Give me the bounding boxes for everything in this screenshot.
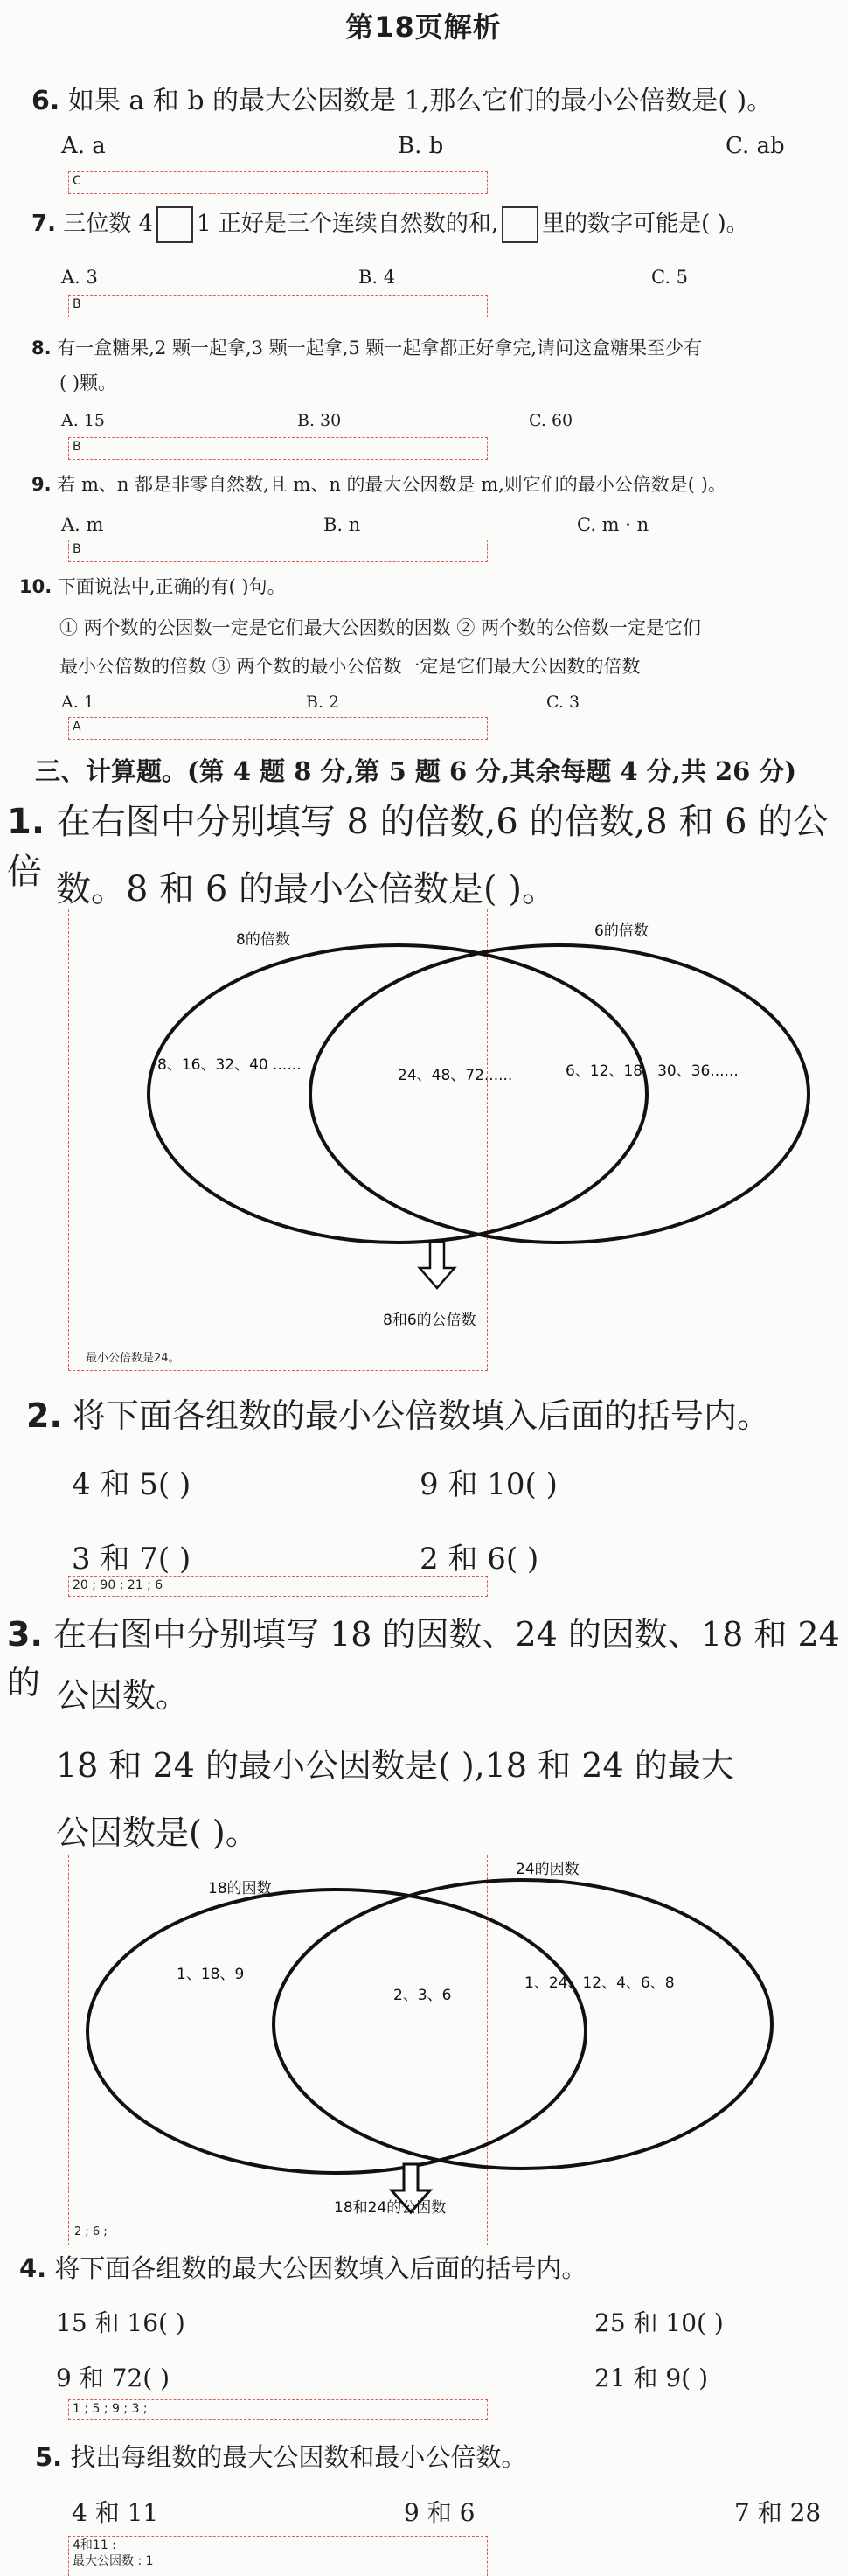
question-text-part1: 三位数 4: [63, 211, 154, 237]
blank-box: [156, 206, 193, 243]
question-text: 在右图中分别填写 8 的倍数,6 的倍数,8 和 6 的公倍: [7, 802, 829, 892]
question-text-line4: 公因数是( )。: [56, 1814, 259, 1852]
question-8: [31, 334, 702, 360]
question-9: [31, 470, 726, 497]
question-text: 在右图中分别填写 18 的因数、24 的因数、18 和 24 的: [7, 1615, 840, 1702]
answer-box: B: [68, 437, 488, 460]
item-9-72: 9 和 72( ): [56, 2364, 170, 2392]
venn-left-content: 1、18、9: [177, 1966, 245, 1983]
item-15-16: 15 和 16( ): [56, 2308, 185, 2337]
question-number: 6.: [31, 86, 60, 116]
venn-right-content: 1、24、12、4、6、8: [524, 1974, 675, 1992]
question-number: 4.: [19, 2253, 47, 2283]
question-text: 如果 a 和 b 的最大公因数是 1,那么它们的最小公倍数是( )。: [67, 86, 774, 116]
option-a: A. a: [61, 133, 106, 159]
question-text: 将下面各组数的最大公因数填入后面的括号内。: [54, 2253, 587, 2283]
question-text: 下面说法中,正确的有( )句。: [57, 576, 286, 597]
option-c: C. 5: [651, 267, 689, 288]
answer-line: 4和11 :: [73, 2538, 116, 2552]
blank-box: [502, 206, 538, 243]
question-6: [31, 79, 773, 117]
question-number: 3.: [7, 1615, 43, 1654]
question-7: [31, 205, 749, 243]
answer-box: 20 ; 90 ; 21 ; 6: [68, 1576, 488, 1597]
option-b: B. n: [323, 514, 361, 535]
venn-middle-content: 24、48、72......: [398, 1067, 513, 1084]
option-a: A. 15: [61, 411, 105, 430]
question-number: 9.: [31, 474, 52, 495]
item-4-5: 4 和 5( ): [72, 1467, 191, 1502]
item-3-7: 3 和 7( ): [72, 1542, 191, 1577]
question-text-line2: ① 两个数的公因数一定是它们最大公因数的因数 ② 两个数的公倍数一定是它们: [59, 617, 702, 638]
calc-question-4: [19, 2249, 587, 2285]
venn-left-label: 18的因数: [208, 1880, 272, 1897]
question-text-part2: 1 正好是三个连续自然数的和,: [197, 211, 499, 237]
option-b: B. 30: [297, 411, 342, 430]
question-number: 7.: [31, 211, 56, 237]
answer-box: 1 ; 5 ; 9 ; 3 ;: [68, 2399, 488, 2420]
venn-middle-content: 2、3、6: [393, 1987, 452, 2004]
option-b: B. 4: [358, 267, 396, 288]
venn-right-label: 24的因数: [516, 1861, 580, 1878]
option-c: C. 3: [546, 693, 580, 712]
option-b: B. 2: [306, 693, 340, 712]
item-7-28: 7 和 28: [734, 2498, 822, 2527]
question-text: 将下面各组数的最小公倍数填入后面的括号内。: [72, 1396, 770, 1435]
answer-box: B: [68, 540, 488, 562]
down-arrow-icon: [420, 1242, 455, 1288]
venn-right-circle: [310, 945, 809, 1243]
question-number: 5.: [35, 2442, 63, 2472]
venn-left-label: 8的倍数: [236, 931, 290, 949]
option-c: C. 60: [529, 411, 573, 430]
venn-left-content: 8、16、32、40 ......: [157, 1056, 302, 1074]
item-21-9: 21 和 9( ): [594, 2364, 708, 2392]
option-a: A. m: [61, 514, 104, 535]
page-title: 第18页解析: [345, 10, 502, 44]
item-4-11: 4 和 11: [72, 2498, 159, 2527]
question-text-line3: 最小公倍数的倍数 ③ 两个数的最小公倍数一定是它们最大公因数的倍数: [59, 656, 641, 677]
item-9-10: 9 和 10( ): [420, 1467, 558, 1502]
question-text-part3: 里的数字可能是( )。: [542, 211, 749, 237]
venn-arrow-label: 8和6的公倍数: [383, 1312, 476, 1329]
option-a: A. 1: [61, 693, 94, 712]
question-text: 找出每组数的最大公因数和最小公倍数。: [70, 2442, 527, 2472]
answer-text: 2 ; 6 ;: [74, 2225, 108, 2238]
question-number: 10.: [19, 576, 52, 597]
calc-question-5: [35, 2438, 526, 2474]
question-text-line3: 18 和 24 的最小公因数是( ),18 和 24 的最大: [56, 1746, 734, 1785]
answer-box: B: [68, 295, 488, 317]
question-number: 2.: [26, 1396, 62, 1435]
question-text: 若 m、n 都是非零自然数,且 m、n 的最大公因数是 m,则它们的最小公倍数是( )。: [57, 474, 726, 495]
question-text: 有一盒糖果,2 颗一起拿,3 颗一起拿,5 颗一起拿都正好拿完,请问这盒糖果至少有: [57, 338, 703, 359]
venn-right-content: 6、12、18、30、36......: [566, 1062, 739, 1080]
venn-right-label: 6的倍数: [594, 922, 649, 940]
item-25-10: 25 和 10( ): [594, 2308, 724, 2337]
item-2-6: 2 和 6( ): [420, 1542, 539, 1577]
answer-text: 最小公倍数是24。: [86, 1352, 180, 1365]
venn-arrow-label: 18和24的公因数: [334, 2199, 447, 2217]
question-10: [19, 573, 286, 599]
question-text-line2: 公因数。: [56, 1676, 190, 1715]
question-text-line2: ( )颗。: [59, 372, 117, 393]
section-heading: 三、计算题。(第 4 题 8 分,第 5 题 6 分,其余每题 4 分,共 26 分): [35, 756, 797, 786]
question-text-line2: 数。8 和 6 的最小公倍数是( )。: [56, 869, 557, 909]
option-b: B. b: [398, 133, 444, 159]
answer-box: C: [68, 171, 488, 194]
answer-box: [68, 2536, 488, 2576]
option-c: C. m · n: [577, 514, 649, 535]
answer-box: A: [68, 717, 488, 740]
venn-diagram-multiples: [70, 914, 822, 1351]
option-c: C. ab: [726, 133, 785, 159]
venn-left-circle: [149, 945, 647, 1243]
venn-diagram-factors: [70, 1858, 822, 2225]
item-9-6: 9 和 6: [404, 2498, 476, 2527]
question-number: 8.: [31, 338, 52, 359]
option-a: A. 3: [61, 267, 98, 288]
answer-line: 最大公因数 : 1: [73, 2553, 154, 2568]
question-number: 1.: [7, 802, 45, 842]
venn-left-circle: [87, 1890, 586, 2173]
calc-question-2: [26, 1389, 770, 1437]
